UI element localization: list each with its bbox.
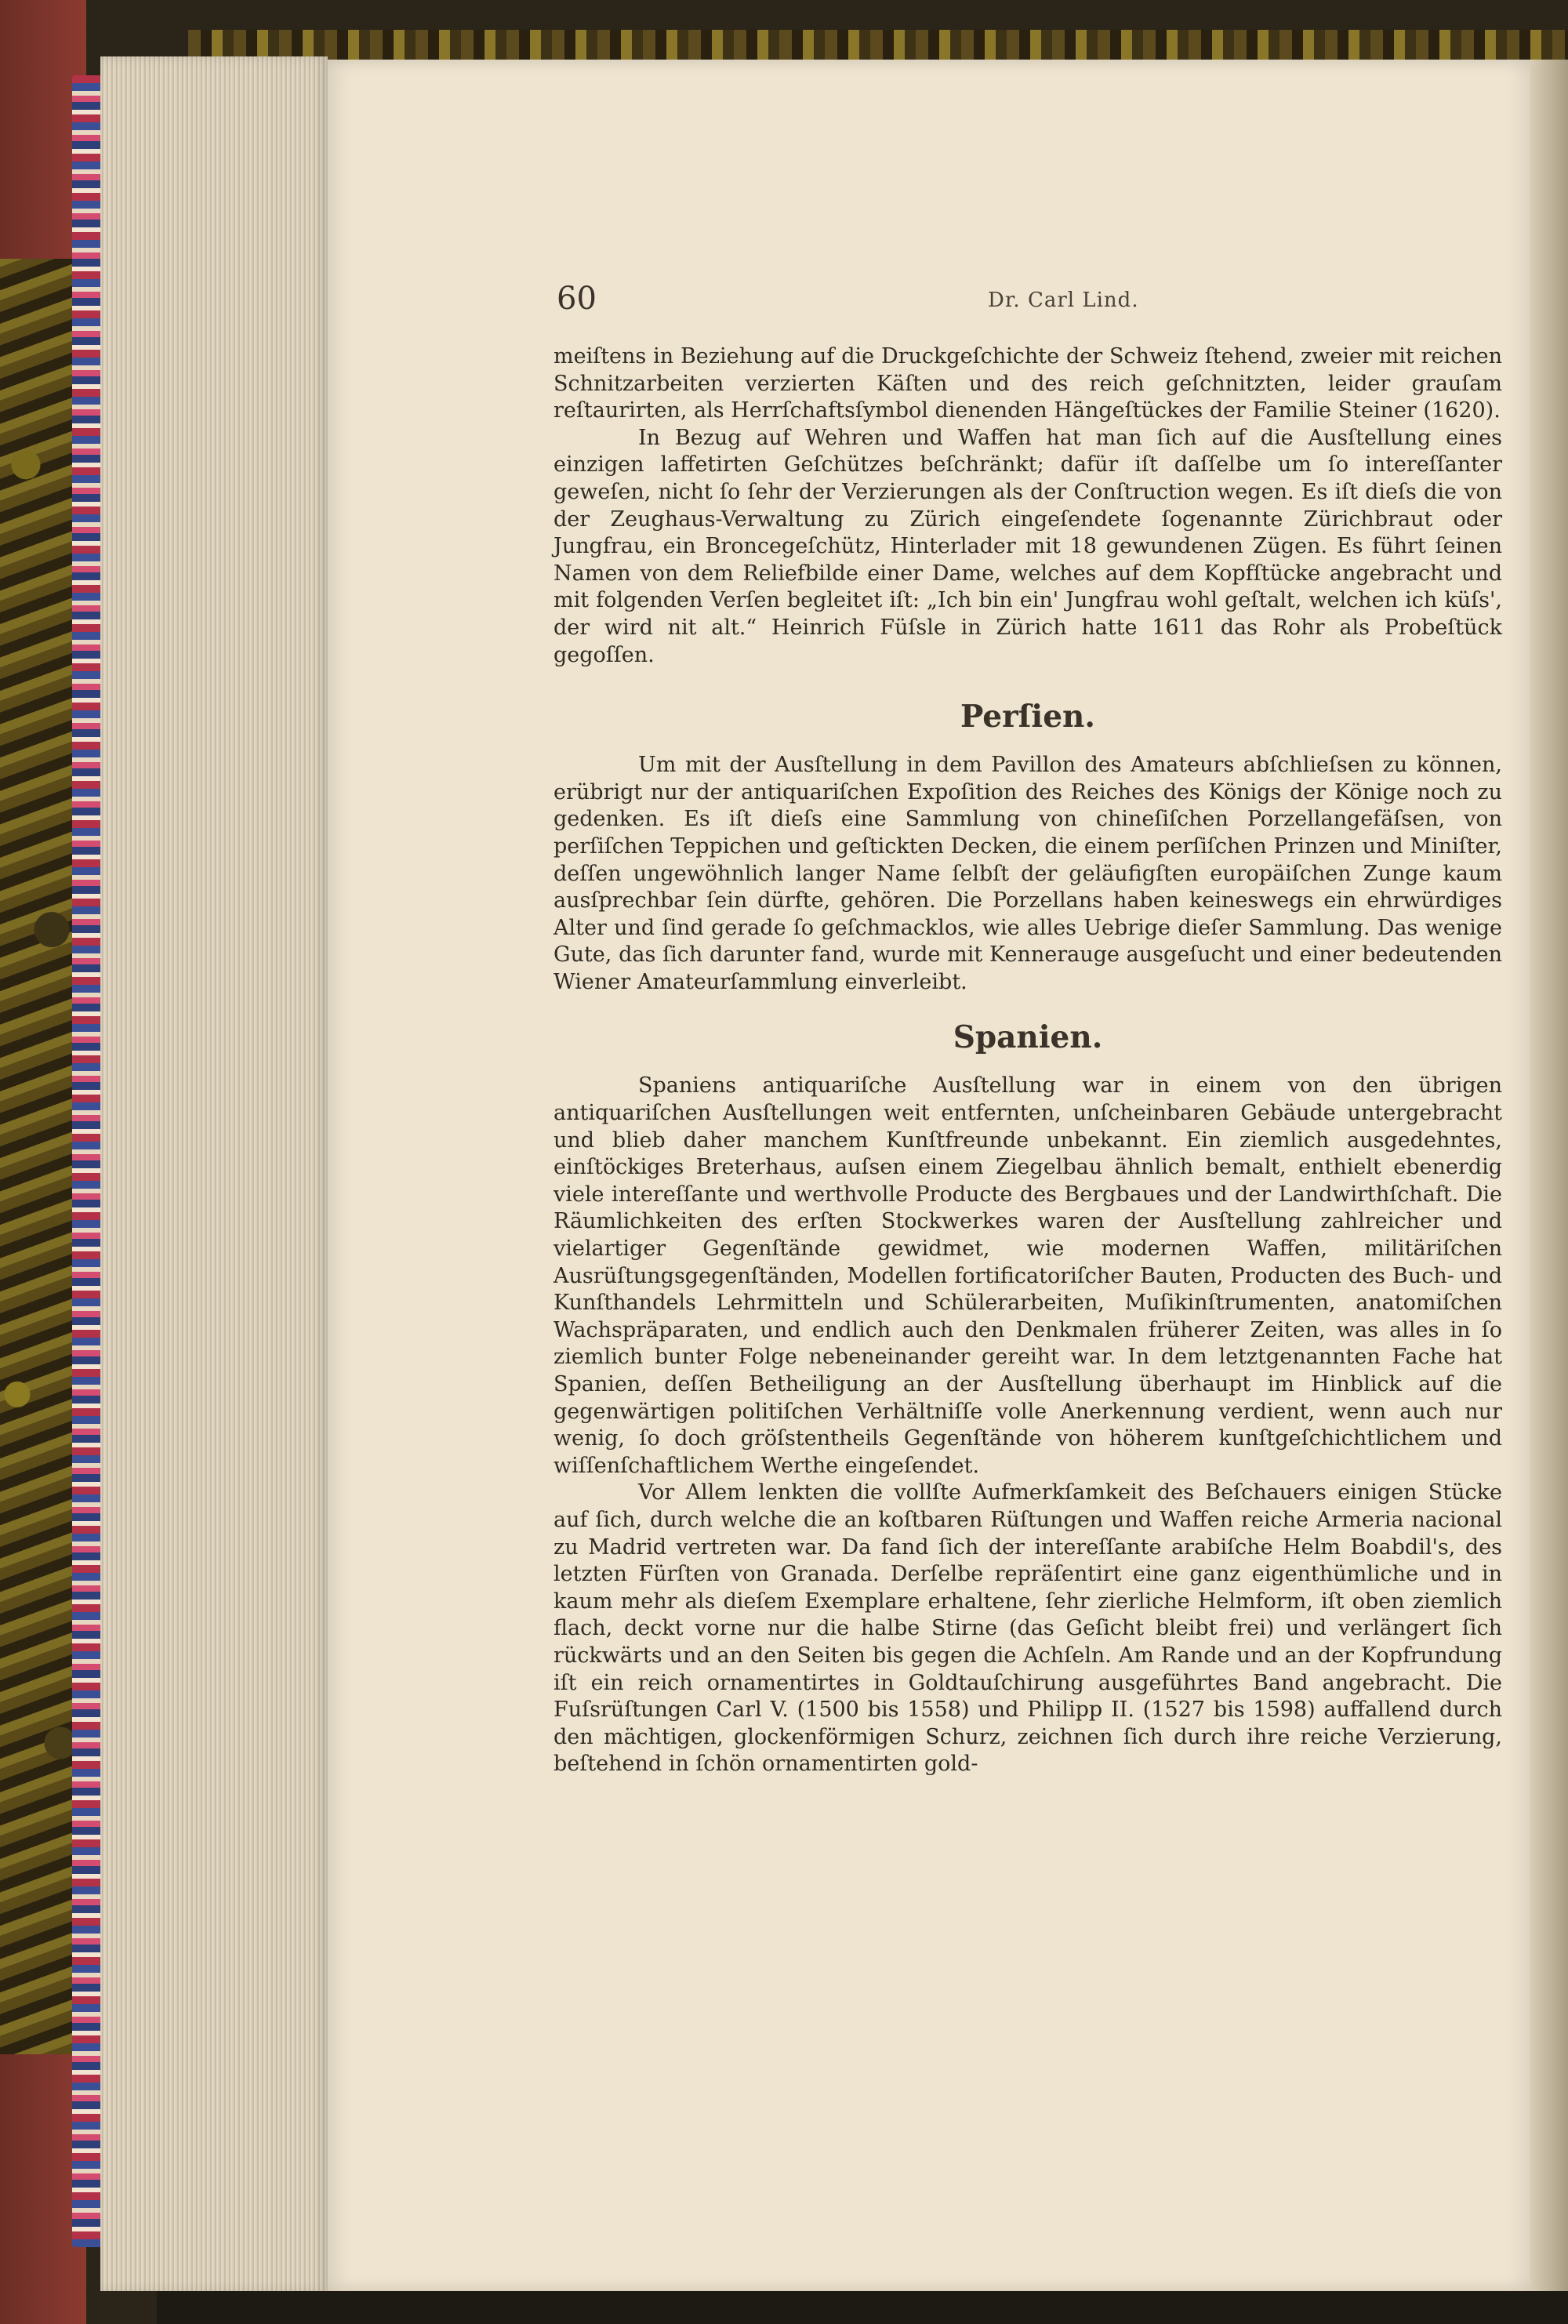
page-text-block: [554, 343, 1502, 1778]
persien-paragraph: Um mit der Ausſtellung in dem Pavillon des Amateurs abſchlieſsen zu können, erübrigt nur der antiquariſchen Expoſition des Reiches des Königs der Könige noch zu gedenken. Es iſt dieſs eine Sammlung von chineſiſchen Porzellangefäſsen, von perſiſchen Teppichen und geſtickten Decken, die einem perſiſchen Prinzen und Miniſter, deſſen ungewöhnlich langer Name ſelbſt der geläufigſten europäiſchen Zunge kaum ausſprechbar ſein dürfte, gehören. Die Porzellans haben keineswegs ein ehrwürdiges Alter und ſind gerade ſo geſchmacklos, wie alles Uebrige dieſer Sammlung. Das wenige Gute, das ſich darunter fand, wurde mit Kennerauge ausgeſucht und einer bedeutenden Wiener Amateurſammlung einverleibt.: [554, 753, 1502, 994]
page-block-edges: [100, 56, 328, 2291]
page-gutter-shadow: [1530, 60, 1568, 2291]
page-header: [557, 281, 1494, 320]
section-heading-spanien: Spanien.: [953, 1019, 1103, 1056]
weapons-paragraph: In Bezug auf Wehren und Waffen hat man ſich auf die Ausſtellung eines einzigen laffetirten Geſchützes beſchränkt; dafür iſt daſſelbe um ſo intereſſanter geweſen, nicht ſo ſehr der Verzierungen als der Conſtruction wegen. Es iſt dieſs die von der Zeughaus-Verwaltung zu Zürich eingeſendete ſogenannte Zürichbraut oder Jungfrau, ein Broncegeſchütz, Hinterlader mit 18 gewundenen Zügen. Es führt ſeinen Namen von dem Reliefbilde einer Dame, welches auf dem Kopfſtücke angebracht und mit folgenden Verſen begleitet iſt: „Ich bin ein' Jungfrau wohl geſtalt, welchen ich küſs', der wird nit alt.“ Heinrich Füſsle in Zürich hatte 1611 das Rohr als Probeſtück gegoſſen.: [554, 425, 1502, 667]
page-number: 60: [557, 281, 597, 317]
spanien-paragraph-2: Vor Allem lenkten die vollſte Aufmerkſamkeit des Beſchauers einigen Stücke auf ſich, durch welche die an koſtbaren Rüſtungen und Waffen reiche Armeria nacional zu Madrid vertreten war. Da fand ſich der intereſſante arabiſche Helm Boabdil's, des letzten Fürſten von Granada. Derſelbe repräſentirt eine ganz eigenthümliche und in kaum mehr als dieſem Exemplare erhaltene, ſehr zierliche Helmform, iſt oben ziemlich flach, deckt vorne nur die halbe Stirne (das Geſicht bleibt frei) und verlängert ſich rückwärts und an den Seiten bis gegen die Achſeln. Am Rande und an der Kopfrundung iſt ein reich ornamentirtes in Goldtauſchirung ausgeführtes Band angebracht. Die Fuſsrüſtungen Carl V. (1500 bis 1558) und Philipp II. (1527 bis 1598) auffallend durch den mächtigen, glockenförmigen Schurz, zeichnen ſich durch ihre reiche Verzierung, beſtehend in ſchön ornamentirten gold-: [554, 1480, 1502, 1777]
intro-paragraph: meiſtens in Beziehung auf die Druckgeſchichte der Schweiz ſtehend, zweier mit reichen Schnitzarbeiten verzierten Käſten und des reich geſchnitzten, leider grauſam reſtaurirten, als Herrſchaftsſymbol dienenden Hängeſtückes der Familie Steiner (1620).: [554, 344, 1502, 423]
running-head: Dr. Carl Lind.: [988, 289, 1139, 312]
section-heading-persien: Perſien.: [960, 699, 1095, 735]
spanien-paragraph-1: Spaniens antiquariſche Ausſtellung war in einem von den übrigen antiquariſchen Ausſtellungen weit entfernten, unſcheinbaren Gebäude untergebracht und blieb daher manchem Kunſtfreunde unbekannt. Ein ziemlich ausgedehntes, einſtöckiges Breterhaus, auſsen einem Ziegelbau ähnlich bemalt, enthielt ebenerdig viele intereſſante und werthvolle Producte des Bergbaues und der Landwirthſchaft. Die Räumlichkeiten des erſten Stockwerkes waren der Ausſtellung zahlreicher und vielartiger Gegenſtände gewidmet, wie modernen Waffen, militäriſchen Ausrüſtungsgegenſtänden, Modellen fortificatoriſcher Bauten, Producten des Buch- und Kunſthandels Lehrmitteln und Schülerarbeiten, Muſikinſtrumenten, anatomiſchen Wachspräparaten, und endlich auch den Denkmalen früherer Zeiten, was alles in ſo ziemlich bunter Folge nebeneinander gereiht war. In dem letztgenannten Fache hat Spanien, deſſen Betheiligung an der Ausſtellung überhaupt im Hinblick auf die gegenwärtigen politiſchen Verhältniſſe volle Anerkennung verdient, wenn auch nur wenig, ſo doch gröſstentheils Gegenſtände von höherem kunſtgeſchichtlichem und wiſſenſchaftlichem Werthe eingeſendet.: [554, 1073, 1502, 1478]
bottom-background: [157, 2291, 1568, 2324]
marbled-page-edge: [72, 75, 102, 2247]
